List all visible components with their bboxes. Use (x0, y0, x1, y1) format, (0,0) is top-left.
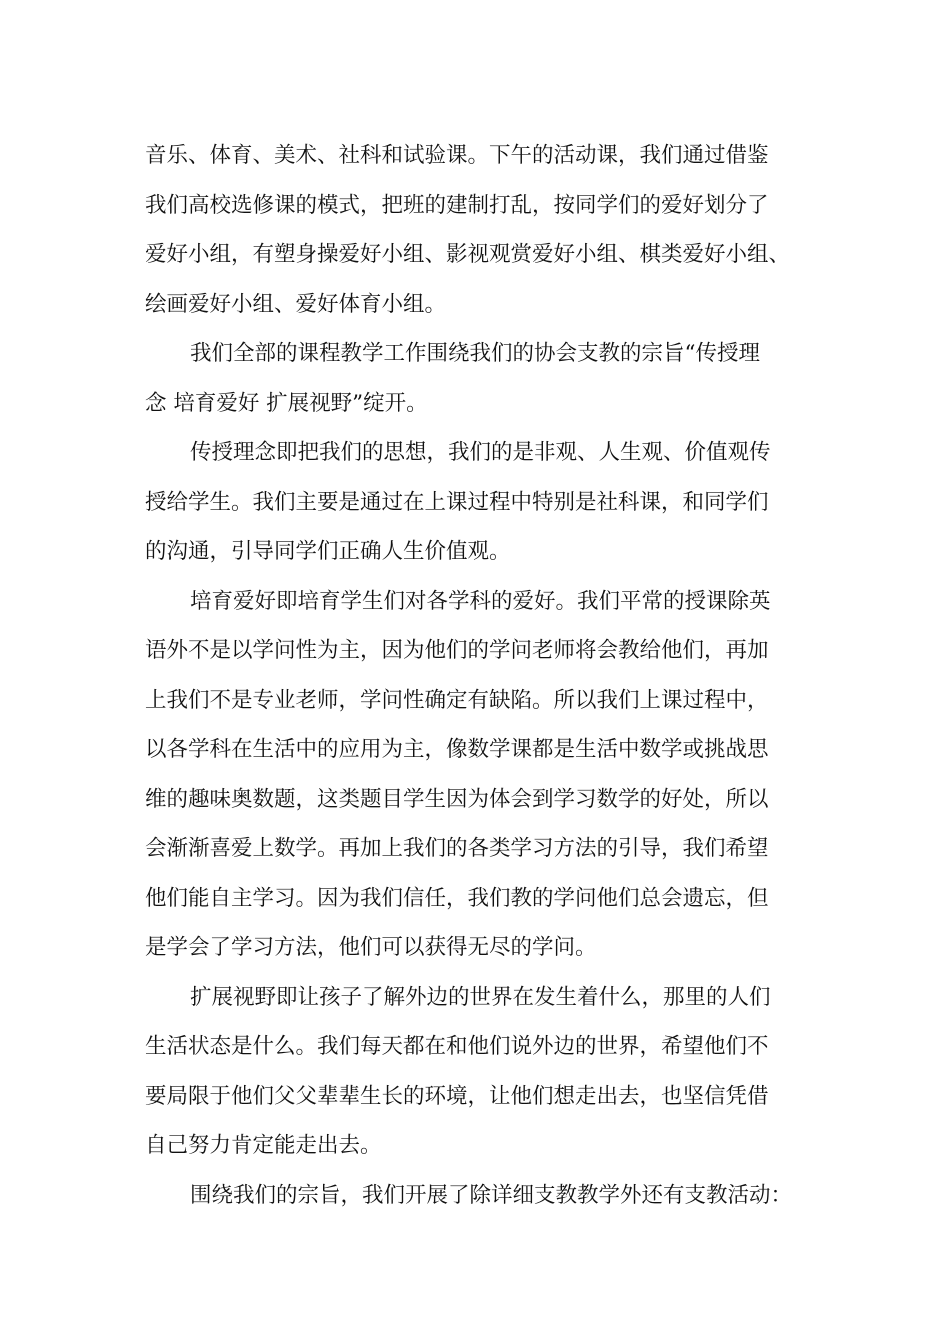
text-line: 自己努力肯定能走出去。 (145, 1133, 382, 1158)
text-line: 的沟通，引导同学们正确人生价值观。 (145, 539, 511, 564)
text-line: 要局限于他们父父辈辈生长的环境，让他们想走出去，也坚信凭借 (145, 1083, 769, 1109)
text-line: 念 培育爱好 扩展视野”绽开。 (145, 390, 428, 416)
paragraph-first-line: 传授理念即把我们的思想，我们的是非观、人生观、价值观传 (190, 440, 771, 465)
text-line: 是学会了学习方法，他们可以获得无尽的学问。 (145, 935, 597, 960)
text-line: 音乐、体育、美术、社科和试验课。下午的活动课，我们通过借鉴 (145, 143, 769, 168)
paragraph-first-line: 扩展视野即让孩子了解外边的世界在发生着什么，那里的人们 (190, 984, 771, 1010)
text-line: 爱好小组，有塑身操爱好小组、影视观赏爱好小组、棋类爱好小组、 (145, 242, 791, 267)
text-line: 上我们不是专业老师，学问性确定有缺陷。所以我们上课过程中， (145, 687, 769, 713)
text-line: 生活状态是什么。我们每天都在和他们说外边的世界，希望他们不 (145, 1034, 769, 1059)
body-text (145, 131, 835, 1220)
text-line: 维的趣味奥数题，这类题目学生因为体会到学习数学的好处，所以 (145, 786, 769, 812)
paragraph-first-line: 我们全部的课程教学工作围绕我们的协会支教的宗旨“传授理 (190, 341, 760, 366)
text-line: 我们高校选修课的模式，把班的建制打乱，按同学们的爱好划分了 (145, 192, 769, 218)
paragraph-first-line: 围绕我们的宗旨，我们开展了除详细支教教学外还有支教活动： (190, 1182, 793, 1208)
text-line: 授给学生。我们主要是通过在上课过程中特别是社科课，和同学们 (145, 489, 769, 515)
text-line: 以各学科在生活中的应用为主，像数学课都是生活中数学或挑战思 (145, 737, 769, 762)
text-line: 他们能自主学习。因为我们信任，我们教的学问他们总会遗忘，但 (145, 885, 769, 911)
text-line: 会渐渐喜爱上数学。再加上我们的各类学习方法的引导，我们希望 (145, 836, 769, 861)
text-line: 绘画爱好小组、爱好体育小组。 (145, 291, 447, 317)
text-line: 语外不是以学问性为主，因为他们的学问老师将会教给他们，再加 (145, 638, 769, 663)
paragraph-first-line: 培育爱好即培育学生们对各学科的爱好。我们平常的授课除英 (190, 588, 771, 614)
